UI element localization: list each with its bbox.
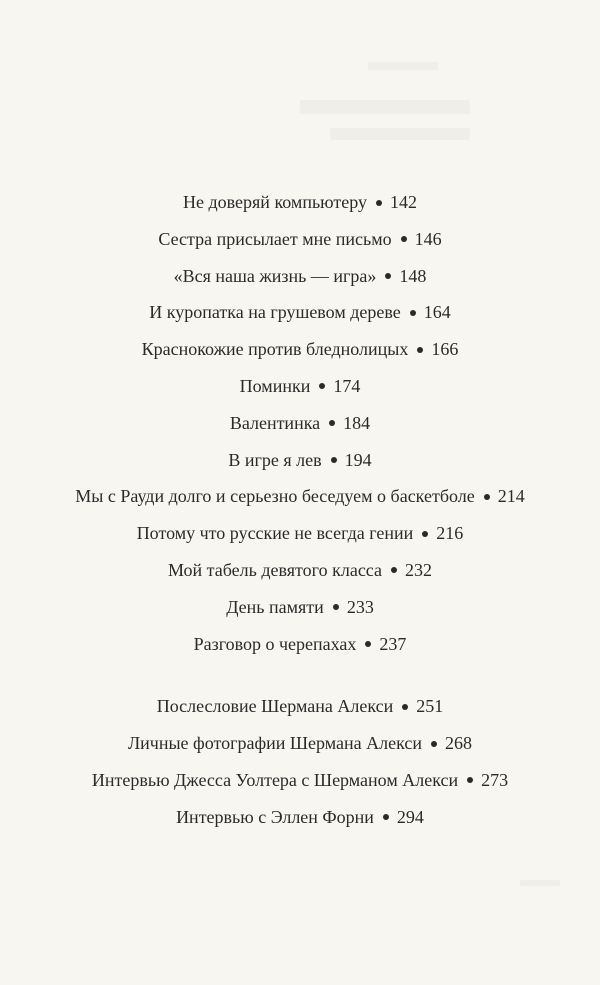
- toc-entry-title: Валентинка: [229, 412, 321, 433]
- toc-entry-title: Интервью с Эллен Форни: [176, 806, 374, 827]
- toc-entry: [0, 294, 600, 331]
- toc-entry: [0, 762, 600, 799]
- toc-entry: [0, 799, 600, 836]
- toc-chapters: [0, 184, 600, 662]
- bullet-dot-icon: [329, 420, 335, 426]
- toc-entry-page: 237: [379, 633, 407, 654]
- toc-entry-page: 232: [405, 559, 433, 580]
- toc-entry-page: 184: [343, 412, 371, 433]
- toc-entry: [0, 626, 600, 663]
- toc-entry: [0, 221, 600, 258]
- toc-entry-title: Разговор о черепахах: [193, 633, 357, 654]
- bullet-dot-icon: [417, 347, 423, 353]
- toc-appendices: [0, 688, 600, 835]
- toc-entry-title: Мы с Рауди долго и серьезно беседуем о баскетболе: [75, 486, 475, 507]
- toc-entry: [0, 258, 600, 295]
- toc-entry-title: Сестра присылает мне письмо: [158, 228, 392, 249]
- toc-entry-page: 214: [497, 486, 525, 507]
- toc-entry-title: Краснокожие против бледнолицых: [141, 339, 409, 360]
- toc-entry-page: 273: [481, 769, 509, 790]
- bleed-through-mark: [520, 880, 560, 886]
- toc-entry-title: В игре я лев: [228, 449, 322, 470]
- bleed-through-mark: [368, 62, 438, 70]
- toc-entry-page: 294: [396, 806, 424, 827]
- toc-entry-title: Послесловие Шермана Алекси: [156, 696, 394, 717]
- toc-entry: [0, 725, 600, 762]
- toc-entry-page: 166: [431, 339, 459, 360]
- toc-entry: [0, 331, 600, 368]
- bleed-through-mark: [330, 128, 470, 140]
- toc-entry-page: 194: [344, 449, 372, 470]
- toc-entry: [0, 442, 600, 479]
- toc-entry-title: Потому что русские не всегда гении: [136, 523, 414, 544]
- bullet-dot-icon: [333, 604, 339, 610]
- bullet-dot-icon: [331, 457, 337, 463]
- table-of-contents: [0, 184, 600, 836]
- toc-entry-title: Мой табель девятого класса: [167, 559, 383, 580]
- toc-entry: [0, 368, 600, 405]
- toc-entry: [0, 184, 600, 221]
- toc-entry-page: 174: [333, 375, 361, 396]
- toc-entry-title: День памяти: [226, 596, 324, 617]
- bullet-dot-icon: [431, 741, 437, 747]
- toc-entry: [0, 515, 600, 552]
- toc-entry-page: 142: [390, 192, 417, 212]
- bullet-dot-icon: [401, 236, 407, 242]
- bullet-dot-icon: [410, 310, 416, 316]
- toc-entry: [0, 688, 600, 725]
- toc-entry: [0, 405, 600, 442]
- bullet-dot-icon: [402, 704, 408, 710]
- bullet-dot-icon: [365, 641, 371, 647]
- toc-entry-title: «Вся наша жизнь — игра»: [173, 265, 377, 286]
- toc-entry-page: 251: [416, 696, 444, 717]
- toc-entry: [0, 478, 600, 515]
- bleed-through-mark: [300, 100, 470, 114]
- bullet-dot-icon: [391, 567, 397, 573]
- bullet-dot-icon: [376, 200, 382, 206]
- bullet-dot-icon: [383, 814, 389, 820]
- toc-entry-page: 268: [445, 733, 473, 754]
- toc-entry-page: 216: [436, 523, 464, 544]
- toc-entry: [0, 589, 600, 626]
- toc-entry-title: Не доверяй компьютеру: [183, 192, 367, 212]
- toc-entry-page: 233: [346, 596, 374, 617]
- toc-entry-title: И куропатка на грушевом дереве: [149, 302, 401, 323]
- toc-entry-page: 164: [423, 302, 451, 323]
- bullet-dot-icon: [484, 494, 490, 500]
- toc-entry-title: Поминки: [239, 375, 311, 396]
- toc-entry-title: Личные фотографии Шермана Алекси: [127, 733, 423, 754]
- toc-entry-page: 148: [399, 265, 427, 286]
- bullet-dot-icon: [385, 273, 391, 279]
- bullet-dot-icon: [319, 383, 325, 389]
- bullet-dot-icon: [467, 777, 473, 783]
- toc-entry-page: 146: [414, 228, 442, 249]
- bullet-dot-icon: [422, 531, 428, 537]
- toc-entry-title: Интервью Джесса Уолтера с Шерманом Алекси: [91, 769, 459, 790]
- toc-entry: [0, 552, 600, 589]
